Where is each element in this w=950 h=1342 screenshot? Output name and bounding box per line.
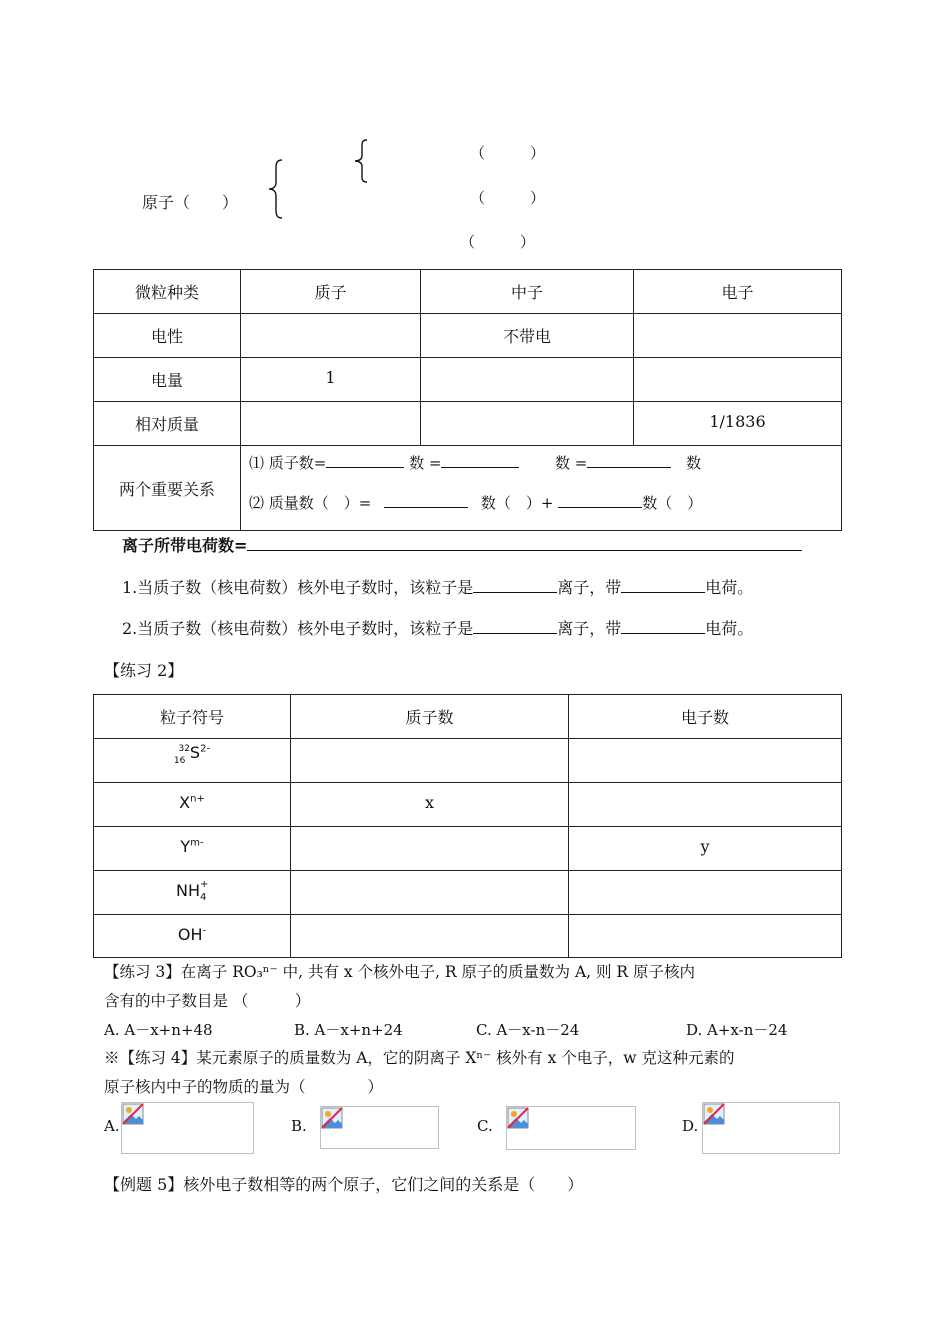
- table-row: [94, 402, 842, 446]
- relation-text: 数 =: [409, 454, 442, 472]
- table-cell: [291, 871, 569, 915]
- table-header-row: [94, 270, 842, 314]
- table-cell: y: [569, 827, 842, 871]
- ion-charge-heading: [122, 533, 802, 556]
- charge: m-: [190, 837, 204, 849]
- relation-text: 数: [686, 454, 702, 472]
- answer-blank[interactable]: [326, 453, 404, 468]
- table-cell: [634, 358, 842, 402]
- particle-symbol: [94, 871, 291, 915]
- table-cell: [569, 871, 842, 915]
- formula-image-c: [506, 1106, 636, 1150]
- formula-image-d: [702, 1102, 840, 1154]
- particle-properties-table: [93, 269, 842, 531]
- subscript: 4: [200, 891, 207, 903]
- table-cell: [291, 827, 569, 871]
- big-brace-icon: [266, 158, 286, 220]
- table-cell: [569, 915, 842, 958]
- answer-blank[interactable]: [473, 619, 557, 634]
- practice-3-line-1: 【练习 3】在离子 RO₃ⁿ⁻ 中, 共有 x 个核外电子, R 原子的质量数为 A, 则 R 原子核内: [104, 963, 696, 981]
- symbol: X: [179, 793, 191, 812]
- formula-image-b: [320, 1106, 439, 1149]
- symbol: OH: [177, 925, 203, 944]
- table-row: [94, 314, 842, 358]
- table-cell: [634, 314, 842, 358]
- header-cell: 电子数: [569, 695, 842, 739]
- sentence-text: 电荷。: [705, 578, 754, 597]
- table-row: [94, 739, 842, 783]
- sentence-text: 离子，带: [557, 578, 622, 597]
- atom-label: 原子（ ）: [142, 193, 239, 212]
- answer-blank[interactable]: [247, 536, 802, 551]
- header-cell: 质子: [241, 270, 421, 314]
- table-cell: [421, 402, 634, 446]
- sentence-text: 1.当质子数（核电荷数）核外电子数时，该粒子是: [122, 578, 474, 597]
- header-cell: 电子: [634, 270, 842, 314]
- option-a[interactable]: A.: [104, 1117, 120, 1135]
- table-cell: [291, 915, 569, 958]
- answer-blank[interactable]: [621, 578, 705, 593]
- table-row: [94, 827, 842, 871]
- row-label: 相对质量: [94, 402, 241, 446]
- relation-text: 数 =: [555, 454, 588, 472]
- answer-blank[interactable]: [558, 493, 642, 508]
- particle-symbol: [94, 915, 291, 958]
- broken-image-icon: [321, 1107, 343, 1129]
- practice-3-line-2: 含有的中子数目是 （ ）: [104, 992, 311, 1010]
- atomic-number: 16: [173, 755, 186, 766]
- table-cell: x: [291, 783, 569, 827]
- small-brace-icon: [352, 138, 370, 184]
- header-cell: 微粒种类: [94, 270, 241, 314]
- paren-blank-3: （ ）: [460, 233, 536, 251]
- header-cell: 质子数: [291, 695, 569, 739]
- sentence-text: 离子，带: [557, 619, 622, 638]
- table-cell: [569, 783, 842, 827]
- row-label: 电量: [94, 358, 241, 402]
- table-header-row: [94, 695, 842, 739]
- symbol: NH: [176, 881, 200, 900]
- table-cell: [569, 739, 842, 783]
- broken-image-icon: [703, 1103, 725, 1125]
- relation-1: [249, 452, 841, 492]
- option-b[interactable]: B.: [291, 1117, 307, 1135]
- particle-count-table: [93, 694, 842, 958]
- practice-4-line-1: ※【练习 4】某元素原子的质量数为 A，它的阴离子 Xⁿ⁻ 核外有 x 个电子，w 克这种元素的: [104, 1049, 735, 1067]
- formula-image-a: [121, 1102, 254, 1154]
- table-cell: [291, 739, 569, 783]
- practice-2-title: 【练习 2】: [104, 661, 184, 680]
- sentence-text: 电荷。: [705, 619, 754, 638]
- ion-charge-line-2: [122, 616, 753, 639]
- charge: 2-: [200, 743, 211, 755]
- symbol: Y: [180, 837, 191, 856]
- table-row: [94, 783, 842, 827]
- particle-symbol: [94, 783, 291, 827]
- paren-blank-1: （ ）: [470, 144, 546, 162]
- answer-blank[interactable]: [587, 453, 671, 468]
- symbol: S: [189, 743, 201, 762]
- row-label: 两个重要关系: [94, 446, 241, 531]
- table-row: [94, 915, 842, 958]
- ion-charge-line-1: [122, 575, 753, 598]
- option-d[interactable]: D. A+x-n－24: [686, 1021, 788, 1039]
- mass-number: 32: [178, 743, 190, 754]
- option-c[interactable]: C. A－x-n－24: [476, 1021, 580, 1039]
- relations-row: [94, 446, 842, 531]
- practice-4-line-2: 原子核内中子的物质的量为（ ）: [104, 1078, 384, 1096]
- relation-text: ⑴ 质子数=: [249, 454, 327, 472]
- answer-blank[interactable]: [621, 619, 705, 634]
- broken-image-icon: [507, 1107, 529, 1129]
- option-d[interactable]: D.: [682, 1117, 699, 1135]
- answer-blank[interactable]: [473, 578, 557, 593]
- answer-blank[interactable]: [441, 453, 519, 468]
- table-cell: [421, 358, 634, 402]
- particle-symbol: [94, 827, 291, 871]
- charge: +: [200, 878, 209, 890]
- relation-2: [249, 492, 841, 522]
- relations-cell: [241, 446, 842, 531]
- charge: -: [202, 925, 207, 937]
- table-cell: 1/1836: [634, 402, 842, 446]
- answer-blank[interactable]: [384, 493, 468, 508]
- table-cell: 1: [241, 358, 421, 402]
- row-label: 电性: [94, 314, 241, 358]
- header-cell: 粒子符号: [94, 695, 291, 739]
- header-cell: 中子: [421, 270, 634, 314]
- table-cell: [241, 314, 421, 358]
- table-cell: 不带电: [421, 314, 634, 358]
- ion-charge-label: 离子所带电荷数=: [122, 536, 248, 555]
- table-cell: [241, 402, 421, 446]
- sentence-text: 2.当质子数（核电荷数）核外电子数时，该粒子是: [122, 619, 474, 638]
- option-c[interactable]: C.: [477, 1117, 493, 1135]
- relation-text: 数（ ）: [642, 494, 703, 512]
- particle-symbol: [94, 739, 291, 783]
- option-b[interactable]: B. A－x+n+24: [294, 1021, 403, 1039]
- table-row: [94, 871, 842, 915]
- relation-text: 数（ ）+: [480, 494, 554, 512]
- broken-image-icon: [122, 1103, 144, 1125]
- option-a[interactable]: A. A－x+n+48: [104, 1021, 213, 1039]
- paren-blank-2: （ ）: [470, 189, 546, 207]
- example-5: 【例题 5】核外电子数相等的两个原子，它们之间的关系是（ ）: [104, 1175, 584, 1194]
- table-row: [94, 358, 842, 402]
- charge: n+: [190, 793, 205, 805]
- relation-text: ⑵ 质量数（ ）=: [249, 494, 372, 512]
